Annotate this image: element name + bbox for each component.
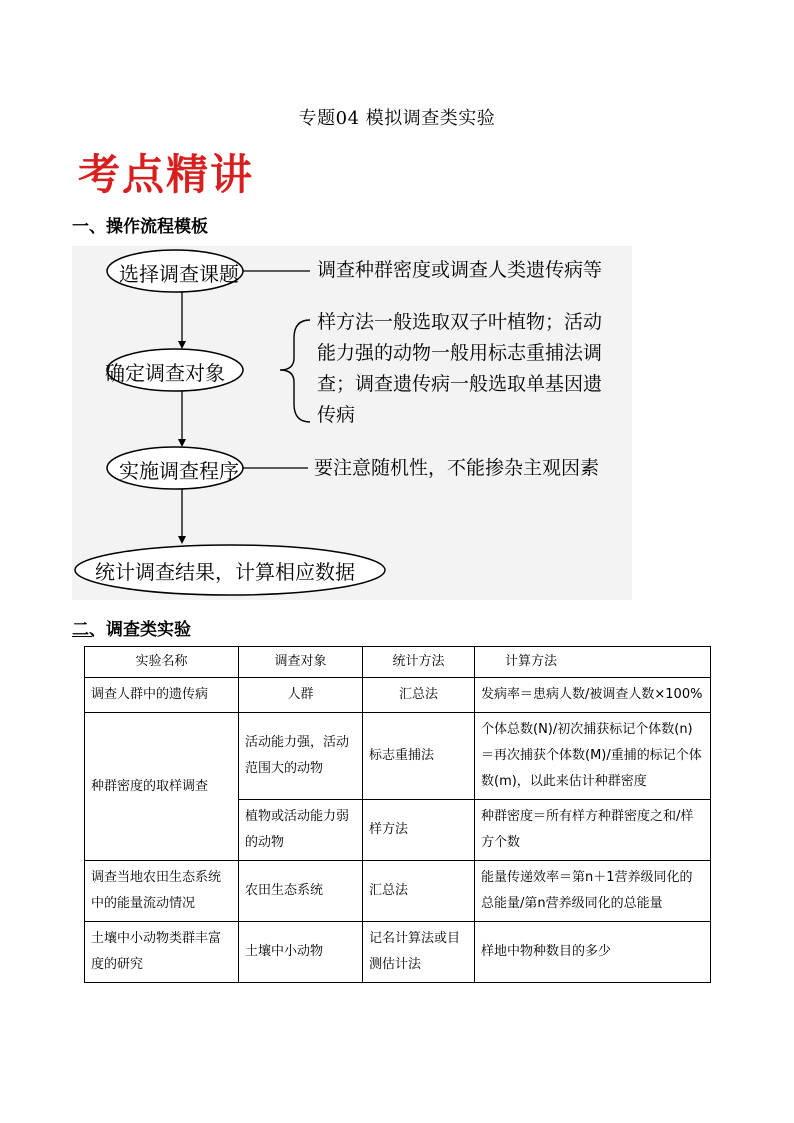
cell-method: 样方法 [363, 800, 475, 861]
cell-calc: 能量传递效率＝第n＋1营养级同化的总能量/第n营养级同化的总能量 [475, 861, 711, 922]
header-cell: 计算方法 [475, 647, 711, 678]
document-title: 专题04 模拟调查类实验 [298, 108, 496, 129]
table-row [85, 713, 711, 800]
cell-object: 活动能力强，活动范围大的动物 [239, 713, 363, 800]
step-4-label: 统计调查结果，计算相应数据 [95, 560, 355, 584]
arrow-1 [178, 341, 186, 349]
step-1-note: 调查种群密度或调查人类遗传病等 [317, 259, 603, 281]
cell-calc: 种群密度＝所有样方种群密度之和/样方个数 [475, 800, 711, 861]
step-3-label: 实施调查程序 [119, 459, 239, 483]
cell-method: 记名计算法或目测估计法 [363, 922, 475, 983]
step-2-note-line: 能力强的动物一般用标志重捕法调 [317, 342, 603, 364]
table-row [85, 922, 711, 983]
table-row [85, 861, 711, 922]
cell-calc: 个体总数(N)/初次捕获标记个体数(n)＝再次捕获个体数(M)/重捕的标记个体数(m)，以此来估计种群密度 [475, 713, 711, 800]
cell-method: 标志重捕法 [363, 713, 475, 800]
cell-object: 土壤中小动物 [239, 922, 363, 983]
flowchart [72, 246, 632, 600]
brace [280, 320, 310, 422]
cell-method: 汇总法 [363, 861, 475, 922]
step-2-note [317, 307, 602, 431]
step-2-label: 确定调查对象 [105, 361, 225, 385]
cell-object: 人群 [239, 678, 363, 713]
header-cell: 调查对象 [239, 647, 363, 678]
cell-calc: 样地中物种数目的多少 [475, 922, 711, 983]
step-2-note-line: 传病 [317, 404, 356, 426]
table-row [85, 678, 711, 713]
table-header-row [85, 647, 711, 678]
heading-underline [72, 636, 92, 637]
cell-name: 土壤中小动物类群丰富度的研究 [85, 922, 239, 983]
section-heading-2: 二、调查类实验 [72, 620, 191, 640]
cell-calc: 发病率＝患病人数/被调查人数×100% [475, 678, 711, 713]
step-1-label: 选择调查课题 [119, 262, 239, 286]
cell-method: 汇总法 [363, 678, 475, 713]
arrow-2 [178, 439, 186, 447]
step-3-note: 要注意随机性，不能掺杂主观因素 [314, 457, 600, 479]
header-cell: 统计方法 [363, 647, 475, 678]
header-cell: 实验名称 [85, 647, 239, 678]
cell-object: 植物或活动能力弱的动物 [239, 800, 363, 861]
section-heading-1: 一、操作流程模板 [72, 217, 208, 237]
step-2-note-line: 查；调查遗传病一般选取单基因遗 [317, 373, 603, 395]
cell-name: 调查当地农田生态系统中的能量流动情况 [85, 861, 239, 922]
step-2-note-line: 样方法一般选取双子叶植物；活动 [317, 311, 603, 333]
arrow-3 [178, 536, 186, 544]
section-banner: 考点精讲 [78, 150, 255, 199]
cell-name: 种群密度的取样调查 [85, 713, 239, 861]
cell-object: 农田生态系统 [239, 861, 363, 922]
cell-name: 调查人群中的遗传病 [85, 678, 239, 713]
experiment-table [84, 646, 711, 983]
